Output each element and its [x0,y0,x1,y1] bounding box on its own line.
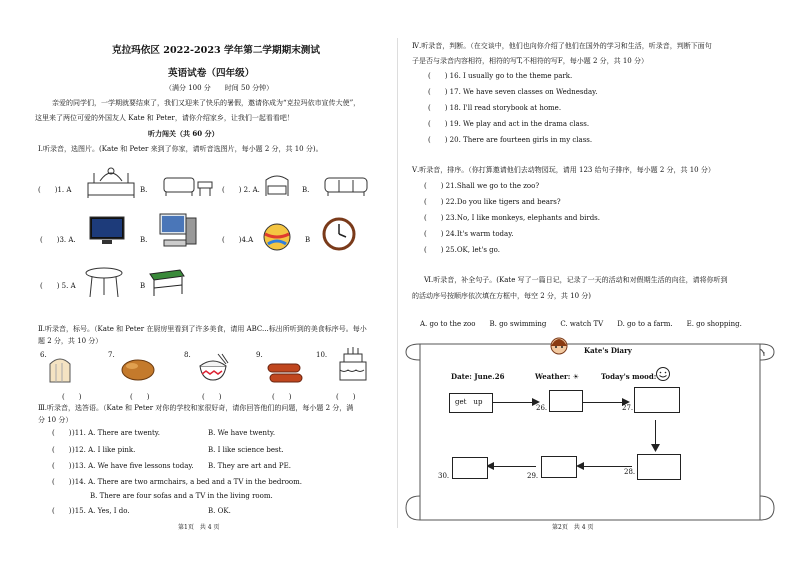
q9-number: 9. [256,351,263,359]
blank-28-box[interactable] [637,454,681,480]
q11-option-b: B. We have twenty. [208,429,276,437]
q21-sentence: ( ) 21.Shall we go to the zoo? [424,182,540,190]
section-4-heading-2: 子是否与录音内容相符，相符的写T,不相符的写F，每小题 2 分，共 10 分） [412,57,648,65]
blank-27-box[interactable] [634,387,680,413]
sofa-table-picture [160,168,215,198]
blank-26-box[interactable] [549,390,583,412]
q2-label: ( ) 2. A. [222,186,260,194]
kate-avatar-icon [548,336,570,356]
computer-picture [158,212,198,250]
blank-30-label: 30. [438,472,450,480]
q25-sentence: ( ) 25.OK, let's go. [424,246,500,254]
q12-paren[interactable]: ( ) [52,446,72,454]
q14-option-a: )14. A. There are two armchairs, a bed and a TV in the bedroom. [72,478,303,486]
page-1-footer: 第1页 共 4 页 [178,524,220,531]
q4-label: ( )4.A [222,236,254,244]
q20-statement: ( ) 20. There are fourteen girls in my class. [428,136,593,144]
q5-option-b: B [140,282,146,290]
blank-30-box[interactable] [452,457,488,479]
activity-options: A. go to the zoo B. go swimming C. watch TV D. go to a farm. E. go shopping. [420,320,742,328]
q11-paren[interactable]: ( ) [52,429,72,437]
blank-29-box[interactable] [541,456,577,478]
clock-picture [322,217,356,251]
q17-statement: ( ) 17. We have seven classes on Wednesday. [428,88,598,96]
q14-paren[interactable]: ( ) [52,478,72,486]
diary-weather: Weather: ☀ [535,372,580,381]
cake-picture [336,344,370,384]
arrow-3-head-icon [651,444,660,452]
q19-statement: ( ) 19. We play and act in the drama class. [428,120,590,128]
q24-sentence: ( ) 24.It's warm today. [424,230,514,238]
blank-29-label: 29. [527,472,539,480]
desk-picture [146,268,186,298]
section-3-heading-2: 分 10 分） [38,416,73,424]
q3-option-b: B. [140,236,148,244]
blank-26-label: 26. [536,404,548,412]
section-2-heading-2: 题 2 分，共 10 分） [38,337,103,345]
bedroom-furniture-picture [86,165,136,199]
q15-option-a: )15. A. Yes, I do. [72,507,130,515]
q7-blank[interactable]: ( ) [130,393,150,401]
rice-picture [196,352,230,382]
q2-option-b: B. [302,186,310,194]
q14-option-b: B. There are four sofas and a TV in the living room. [90,492,273,500]
q16-statement: ( ) 16. I usually go to the theme park. [428,72,573,80]
q18-statement: ( ) 18. I'll read storybook at home. [428,104,562,112]
armchair-picture [262,172,292,200]
sofa-picture [322,172,370,198]
arrow-5 [490,466,536,467]
listening-header: 听力闯关（共 60 分） [148,129,219,138]
q1-label: ( )1. A [38,186,72,194]
q8-blank[interactable]: ( ) [202,393,222,401]
get-up-box [449,393,493,413]
intro-line-1: 亲爱的同学们，一学期就要结束了，我们又迎来了快乐的暑假，邀请你成为“克拉玛依市宣传大使”， [52,99,361,107]
section-3-heading-1: Ⅲ.听录音，选答语。（Kate 和 Peter 对你的学校和家很好奇，请你回答他们的问题，每小题 2 分，满 [38,404,354,412]
q15-paren[interactable]: ( ) [52,507,72,515]
section-6-heading-1: Ⅵ.听录音，补全句子。(Kate 写了一篇日记，记录了一天的活动和对假期生活的向往，请将你听到 [424,276,728,284]
page-2-footer: 第2页 共 4 页 [552,524,594,531]
blank-27-label: 27. [622,404,634,412]
section-4-heading-1: Ⅳ.听录音，判断。（在交谈中，他们也向你介绍了他们在国外的学习和生活，听录音，判断下面句 [412,42,712,50]
q13-option-b: B. They are art and PE. [208,462,291,470]
blank-28-label: 28. [624,468,636,476]
q23-sentence: ( ) 23.No, I like monkeys, elephants and birds. [424,214,601,222]
bread-picture [46,354,74,384]
section-6-heading-2: 的活动序号按顺序依次填在方框中，每空 2 分，共 10 分) [412,292,591,300]
q11-option-a: )11. A. There are twenty. [72,429,161,437]
intro-line-2: 这里来了两位可爱的外国友人 Kate 和 Peter，请你介绍家乡，让我们一起看看吧！ [35,114,294,122]
q13-option-a: )13. A. We have five lessons today. [72,462,194,470]
section-5-heading: Ⅴ.听录音，排序。（你打算邀请他们去动物园玩，请用 123 给句子排序，每小题 2 分，共 10 分） [412,166,715,174]
q8-number: 8. [184,351,191,359]
q10-blank[interactable]: ( ) [336,393,356,401]
exam-subtitle: 英语试卷（四年级） [168,68,255,79]
q6-number: 6. [40,351,47,359]
q1-option-b: B. [140,186,148,194]
q13-paren[interactable]: ( ) [52,462,72,470]
diary-scroll [398,336,776,536]
section-1-heading: Ⅰ.听录音，选图片。(Kate 和 Peter 来到了你家，请听音选图片，每小题 2 分，共 10 分)。 [38,145,323,153]
q7-number: 7. [108,351,115,359]
sausages-picture [266,362,304,384]
diary-title: Kate's Diary [584,346,632,355]
diary-date: Date: June.26 [451,372,505,381]
q5-label: ( ) 5. A [40,282,76,290]
q9-blank[interactable]: ( ) [272,393,292,401]
arrow-2 [582,402,626,403]
q4-option-b: B [305,236,311,244]
q12-option-a: )12. A. I like pink. [72,446,136,454]
chicken-picture [118,352,158,384]
section-2-heading-1: Ⅱ.听录音，标号。（Kate 和 Peter 在厨房里看到了许多美食，请用 ABC...标出所听到的美食标序号。每小 [38,325,367,333]
q6-blank[interactable]: ( ) [62,393,82,401]
arrow-3 [655,420,656,446]
exam-meta: （满分 100 分 时间 50 分钟） [165,84,274,92]
round-table-picture [84,265,124,299]
q10-number: 10. [316,351,328,359]
arrow-4-head-icon [576,462,584,470]
q12-option-b: B. I like science best. [208,446,284,454]
tv-picture [88,215,126,247]
get-up-label: get up [455,398,483,406]
ball-picture [262,222,292,252]
q3-label: ( )3. A. [40,236,76,244]
q22-sentence: ( ) 22.Do you like tigers and bears? [424,198,561,206]
diary-mood: Today's mood: [601,372,657,381]
arrow-1 [492,402,536,403]
q15-option-b: B. OK. [208,507,231,515]
smiley-face-icon [655,366,671,382]
exam-title: 克拉玛依区 2022-2023 学年第二学期期末测试 [112,45,320,56]
arrow-4 [580,466,632,467]
